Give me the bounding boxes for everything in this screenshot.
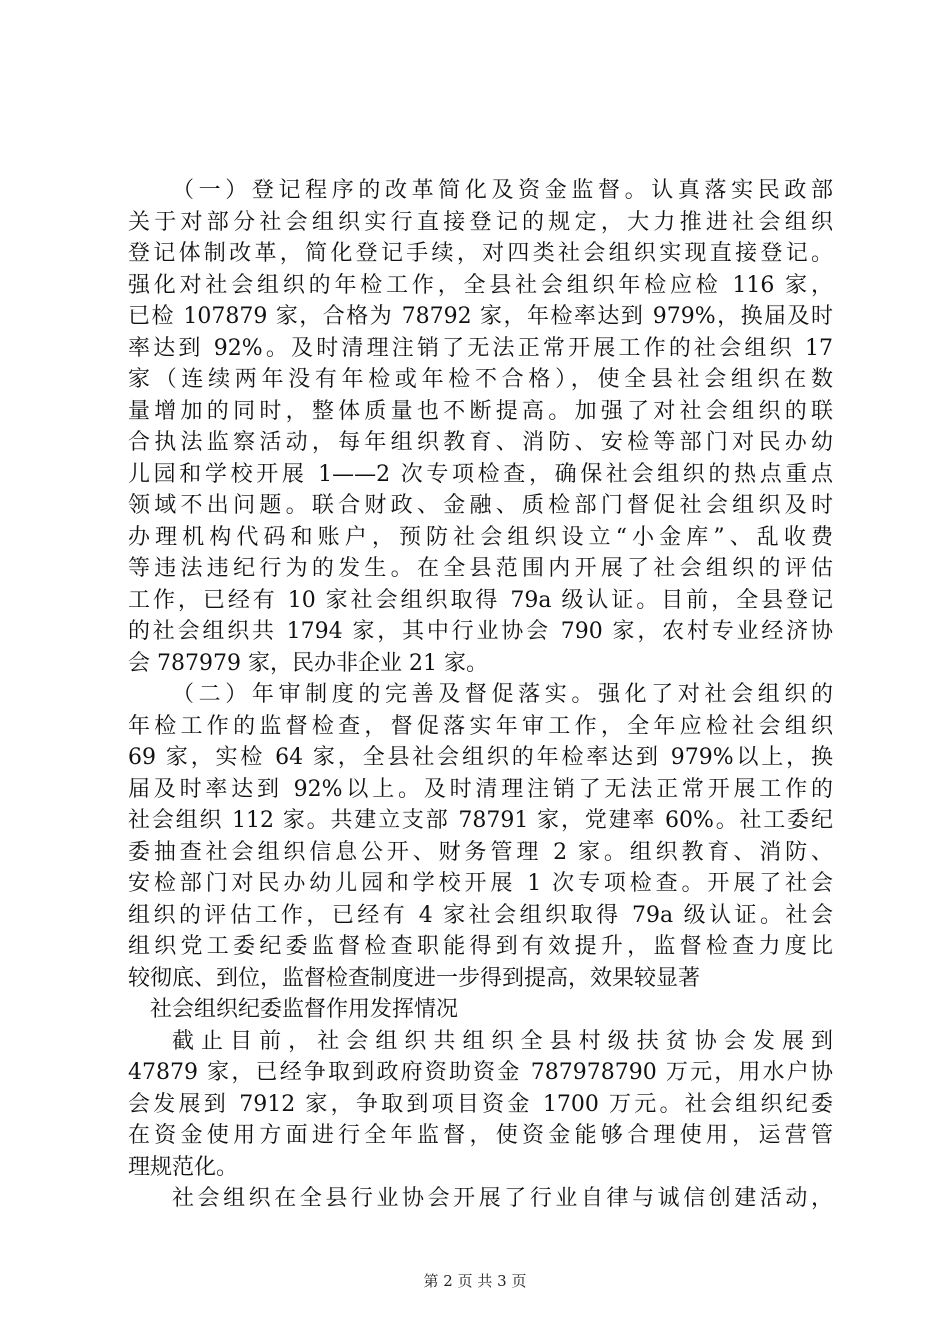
text-line: 会 787979 家，民办非企业 21 家。 [128,650,488,676]
text-line: 办理机构代码和账户，预防社会组织设立“小金库”、乱收费 [128,524,833,550]
text-line: 年检工作的监督检查，督促落实年审工作，全年应检社会组织 [128,713,833,739]
text-line: 率达到 92%。及时清理注销了无法正常开展工作的社会组织 17 [128,335,833,361]
text-line: 社会组织 112 家。共建立支部 78791 家，党建率 60%。社工委纪 [128,808,833,833]
text-line: 的社会组织共 1794 家，其中行业协会 790 家，农村专业经济协 [128,619,833,644]
text-line: 安检部门对民办幼儿园和学校开展 1 次专项检查。开展了社会 [128,871,833,896]
text-line: 登记体制改革，简化登记手续，对四类社会组织实现直接登记。 [128,241,833,266]
text-line: 儿园和学校开展 1——2 次专项检查，确保社会组织的热点重点 [128,461,833,487]
text-line: 组织的评估工作，已经有 4 家社会组织取得 79a 级认证。社会 [128,902,833,928]
text-line: 47879 家，已经争取到政府资助资金 787978790 万元，用水户协 [128,1060,833,1085]
text-line: 领域不出问题。联合财政、金融、质检部门督促社会组织及时 [128,493,833,518]
text-line: （一）登记程序的改革简化及资金监督。认真落实民政部 [172,178,833,203]
text-line: 强化对社会组织的年检工作，全县社会组织年检应检 116 家， [128,272,833,298]
text-line: 已检 107879 家，合格为 78792 家，年检率达到 979%，换届及时 [128,304,833,329]
text-line: 等违法违纪行为的发生。在全县范围内开展了社会组织的评估 [128,556,833,581]
text-line: 届及时率达到 92%以上。及时清理注销了无法正常开展工作的 [128,776,833,802]
text-line: 家（连续两年没有年检或年检不合格），使全县社会组织在数 [128,367,833,392]
text-line: （二）年审制度的完善及督促落实。强化了对社会组织的 [172,682,833,707]
page-footer: 第 2 页 共 3 页 [423,1272,527,1290]
text-line: 较彻底、到位，监督检查制度进一步得到提高，效果较显著 [128,965,701,991]
text-line: 关于对部分社会组织实行直接登记的规定，大力推进社会组织 [128,209,833,235]
text-line: 社会组织纪委监督作用发挥情况 [150,997,459,1022]
text-line: 组织党工委纪委监督检查职能得到有效提升，监督检查力度比 [128,934,833,959]
text-line: 截止目前，社会组织共组织全县村级扶贫协会发展到 [172,1028,833,1054]
text-line: 社会组织在全县行业协会开展了行业自律与诚信创建活动， [172,1186,833,1211]
document-body [128,175,833,1215]
text-line: 在资金使用方面进行全年监督，使资金能够合理使用，运营管 [128,1123,833,1148]
text-line: 委抽查社会组织信息公开、财务管理 2 家。组织教育、消防、 [128,839,833,865]
text-line: 量增加的同时，整体质量也不断提高。加强了对社会组织的联 [128,398,833,424]
text-line: 合执法监察活动，每年组织教育、消防、安检等部门对民办幼 [128,430,833,455]
text-line: 理规范化。 [128,1154,239,1180]
text-line: 会发展到 7912 家，争取到项目资金 1700 万元。社会组织纪委 [128,1091,833,1117]
text-line: 工作，已经有 10 家社会组织取得 79a 级认证。目前，全县登记 [128,587,833,613]
text-line: 69 家，实检 64 家，全县社会组织的年检率达到 979%以上，换 [128,745,833,770]
